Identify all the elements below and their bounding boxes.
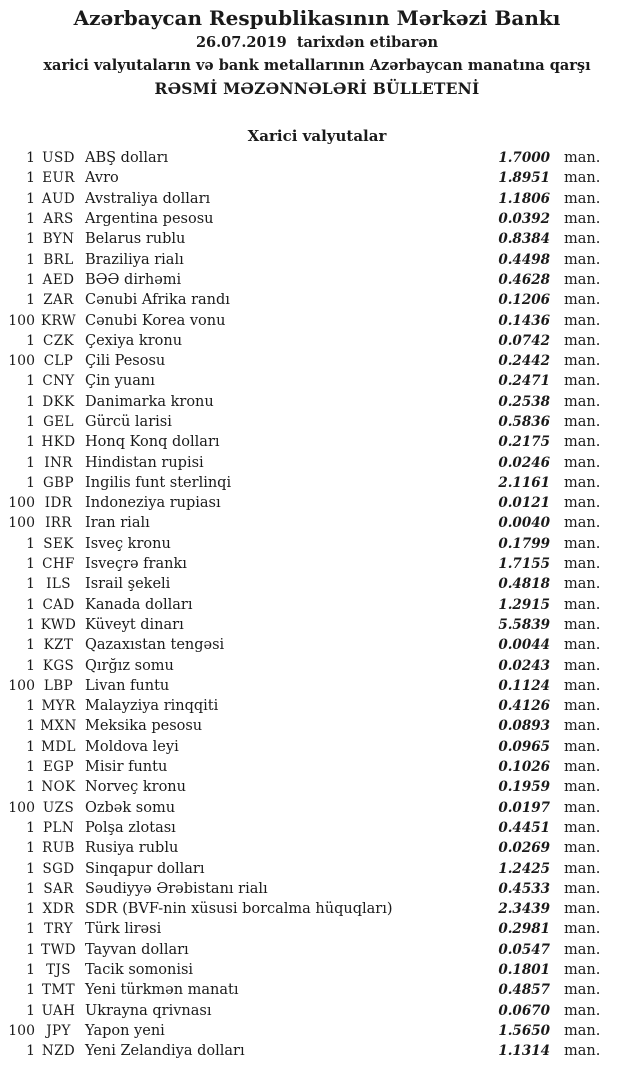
quantity-cell: 1 bbox=[26, 880, 35, 897]
currency-name-cell: Çexiya kronu bbox=[85, 332, 183, 349]
quantity-cell: 1 bbox=[26, 373, 35, 390]
table-row bbox=[0, 838, 620, 858]
quantity-cell: 1 bbox=[26, 414, 35, 430]
unit-cell: man. bbox=[564, 393, 601, 410]
table-row bbox=[0, 696, 620, 716]
rate-cell: 0.4818 bbox=[498, 576, 550, 593]
table-row bbox=[0, 879, 620, 899]
rate-cell: 0.1206 bbox=[498, 292, 550, 309]
unit-cell: man. bbox=[564, 576, 601, 593]
currency-name-cell: Avstraliya dolları bbox=[85, 190, 211, 207]
quantity-cell: 1 bbox=[26, 150, 35, 167]
currency-name-cell: Sinqapur dolları bbox=[85, 860, 205, 877]
rate-cell: 1.5650 bbox=[498, 1022, 550, 1039]
quantity-cell: 1 bbox=[26, 556, 35, 573]
table-row bbox=[0, 818, 620, 838]
currency-name-cell: Küveyt dinarı bbox=[85, 616, 184, 633]
table-row bbox=[0, 757, 620, 777]
table-row bbox=[0, 1021, 620, 1041]
rate-cell: 1.8951 bbox=[498, 170, 550, 187]
unit-cell: man. bbox=[564, 515, 601, 532]
rate-cell: 2.3439 bbox=[498, 901, 550, 918]
currency-name-cell: Danimarka kronu bbox=[85, 393, 214, 410]
currency-name-cell: Norveç kronu bbox=[85, 779, 186, 796]
currency-name-cell: Cənubi Korea vonu bbox=[85, 312, 226, 329]
currency-code-cell: AED bbox=[42, 271, 75, 288]
table-row bbox=[0, 980, 620, 1000]
rate-cell: 0.4126 bbox=[498, 698, 550, 715]
unit-cell: man. bbox=[564, 738, 601, 755]
table-row bbox=[0, 655, 620, 675]
unit-cell: man. bbox=[564, 190, 601, 207]
rate-cell: 0.4498 bbox=[498, 251, 550, 268]
unit-cell: man. bbox=[564, 657, 601, 674]
quantity-cell: 100 bbox=[8, 312, 35, 329]
table-row bbox=[0, 392, 620, 412]
rate-cell: 0.2175 bbox=[498, 434, 550, 451]
currency-name-cell: Hindistan rupisi bbox=[85, 454, 204, 471]
table-row bbox=[0, 858, 620, 878]
table-row bbox=[0, 737, 620, 757]
currency-name-cell: Yeni Zelandiya dolları bbox=[85, 1043, 245, 1060]
rate-cell: 0.1959 bbox=[498, 779, 550, 796]
unit-cell: man. bbox=[564, 231, 601, 248]
quantity-cell: 1 bbox=[26, 1002, 35, 1019]
currency-code-cell: KWD bbox=[40, 616, 77, 633]
currency-code-cell: UZS bbox=[42, 799, 75, 816]
unit-cell: man. bbox=[564, 779, 601, 796]
unit-cell: man. bbox=[564, 901, 601, 918]
currency-code-cell: TWD bbox=[41, 941, 76, 958]
currency-name-cell: Misir funtu bbox=[85, 759, 168, 776]
currency-name-cell: Moldova leyi bbox=[85, 738, 179, 755]
currency-name-cell: Səudiyyə Ərəbistanı rialı bbox=[85, 880, 268, 897]
currency-name-cell: Malayziya rinqqiti bbox=[85, 698, 219, 715]
currency-code-cell: UAH bbox=[41, 1002, 76, 1019]
rate-cell: 0.0547 bbox=[498, 941, 550, 958]
currency-name-cell: Qırğız somu bbox=[85, 657, 174, 674]
currency-code-cell: KRW bbox=[40, 312, 77, 329]
currency-name-cell: Avro bbox=[85, 170, 119, 187]
quantity-cell: 1 bbox=[26, 860, 35, 877]
unit-cell: man. bbox=[564, 292, 601, 309]
currency-name-cell: Gürcü larisi bbox=[85, 414, 172, 430]
rate-cell: 0.2981 bbox=[498, 921, 550, 938]
table-row bbox=[0, 452, 620, 472]
quantity-cell: 1 bbox=[26, 738, 35, 755]
quantity-cell: 100 bbox=[8, 677, 35, 694]
currency-name-cell: Cənubi Afrika randı bbox=[85, 292, 230, 309]
currency-code-cell: INR bbox=[44, 454, 73, 471]
quantity-cell: 1 bbox=[26, 921, 35, 938]
unit-cell: man. bbox=[564, 880, 601, 897]
quantity-cell: 100 bbox=[8, 495, 35, 512]
quantity-cell: 1 bbox=[26, 434, 35, 451]
currency-name-cell: Özbək somu bbox=[85, 799, 176, 816]
currency-code-cell: HKD bbox=[41, 434, 76, 451]
effective-date-line: 26.07.2019 tarixdən etibarən bbox=[195, 34, 439, 51]
rate-cell: 0.2538 bbox=[498, 393, 550, 410]
unit-cell: man. bbox=[564, 353, 601, 370]
currency-name-cell: Rusiya rublu bbox=[85, 840, 179, 857]
quantity-cell: 1 bbox=[26, 657, 35, 674]
currency-code-cell: JPY bbox=[46, 1022, 71, 1039]
currency-code-cell: BYN bbox=[42, 231, 75, 248]
currency-code-cell: BRL bbox=[43, 251, 74, 268]
rate-cell: 1.1314 bbox=[498, 1043, 550, 1060]
unit-cell: man. bbox=[564, 535, 601, 552]
currency-name-cell: Çili Pesosu bbox=[85, 353, 166, 370]
unit-cell: man. bbox=[564, 718, 601, 735]
bulletin-title: RƏSMİ MƏZƏNNƏLƏRİ BÜLLETENİ bbox=[154, 79, 480, 98]
table-row bbox=[0, 960, 620, 980]
currency-code-cell: TRY bbox=[44, 921, 73, 938]
rate-cell: 0.5836 bbox=[498, 414, 550, 430]
quantity-cell: 1 bbox=[26, 251, 35, 268]
currency-code-cell: TMT bbox=[41, 982, 76, 999]
unit-cell: man. bbox=[564, 211, 601, 228]
rate-cell: 0.4451 bbox=[498, 819, 550, 836]
quantity-cell: 1 bbox=[26, 698, 35, 715]
rate-cell: 2.1161 bbox=[498, 474, 550, 491]
table-row bbox=[0, 412, 620, 432]
rate-cell: 0.0742 bbox=[498, 332, 550, 349]
currency-code-cell: PLN bbox=[42, 819, 75, 836]
unit-cell: man. bbox=[564, 698, 601, 715]
currency-code-cell: CLP bbox=[43, 353, 74, 370]
rate-cell: 0.4533 bbox=[498, 880, 550, 897]
quantity-cell: 100 bbox=[8, 1022, 35, 1039]
currency-code-cell: IDR bbox=[44, 495, 73, 512]
currency-name-cell: İran rialı bbox=[85, 515, 150, 532]
table-row bbox=[0, 635, 620, 655]
table-row bbox=[0, 574, 620, 594]
table-row bbox=[0, 270, 620, 290]
quantity-cell: 1 bbox=[26, 901, 35, 918]
table-row bbox=[0, 189, 620, 209]
currency-name-cell: Livan funtu bbox=[85, 677, 170, 694]
unit-cell: man. bbox=[564, 434, 601, 451]
unit-cell: man. bbox=[564, 799, 601, 816]
unit-cell: man. bbox=[564, 616, 601, 633]
rate-cell: 0.0040 bbox=[498, 515, 550, 532]
rate-cell: 0.0965 bbox=[498, 738, 550, 755]
rate-cell: 0.0893 bbox=[498, 718, 550, 735]
quantity-cell: 1 bbox=[26, 596, 35, 613]
rate-cell: 0.2471 bbox=[498, 373, 550, 390]
unit-cell: man. bbox=[564, 474, 601, 491]
table-row bbox=[0, 554, 620, 574]
table-row bbox=[0, 534, 620, 554]
rate-cell: 0.0243 bbox=[498, 657, 550, 674]
currency-code-cell: USD bbox=[42, 150, 75, 167]
currency-name-cell: Honq Konq dolları bbox=[85, 434, 220, 451]
table-row bbox=[0, 615, 620, 635]
currency-name-cell: Belarus rublu bbox=[85, 231, 186, 248]
currency-name-cell: Çin yuanı bbox=[85, 373, 155, 390]
table-row bbox=[0, 513, 620, 533]
quantity-cell: 100 bbox=[8, 515, 35, 532]
currency-code-cell: SGD bbox=[42, 860, 75, 877]
quantity-cell: 1 bbox=[26, 779, 35, 796]
unit-cell: man. bbox=[564, 251, 601, 268]
currency-code-cell: TJS bbox=[46, 962, 71, 979]
currency-name-cell: Tayvan dolları bbox=[85, 941, 189, 958]
unit-cell: man. bbox=[564, 373, 601, 390]
rate-cell: 0.4628 bbox=[498, 271, 550, 288]
quantity-cell: 1 bbox=[26, 393, 35, 410]
table-row bbox=[0, 899, 620, 919]
quantity-cell: 1 bbox=[26, 616, 35, 633]
unit-cell: man. bbox=[564, 596, 601, 613]
table-row bbox=[0, 493, 620, 513]
unit-cell: man. bbox=[564, 454, 601, 471]
unit-cell: man. bbox=[564, 170, 601, 187]
rate-cell: 0.0269 bbox=[498, 840, 550, 857]
rate-cell: 1.1806 bbox=[498, 190, 550, 207]
currency-code-cell: GEL bbox=[43, 414, 74, 430]
unit-cell: man. bbox=[564, 982, 601, 999]
currency-code-cell: XDR bbox=[42, 901, 75, 918]
rate-cell: 1.2915 bbox=[498, 596, 550, 613]
currency-code-cell: IRR bbox=[45, 515, 72, 532]
unit-cell: man. bbox=[564, 414, 601, 430]
currency-code-cell: MYR bbox=[41, 698, 76, 715]
rate-cell: 0.0246 bbox=[498, 454, 550, 471]
quantity-cell: 1 bbox=[26, 576, 35, 593]
currency-code-cell: CHF bbox=[42, 556, 75, 573]
unit-cell: man. bbox=[564, 556, 601, 573]
table-row bbox=[0, 331, 620, 351]
unit-cell: man. bbox=[564, 150, 601, 167]
currency-name-cell: İsveçrə frankı bbox=[85, 556, 187, 573]
currency-code-cell: SAR bbox=[43, 880, 74, 897]
quantity-cell: 1 bbox=[26, 332, 35, 349]
quantity-cell: 1 bbox=[26, 941, 35, 958]
unit-cell: man. bbox=[564, 637, 601, 654]
unit-cell: man. bbox=[564, 941, 601, 958]
table-row bbox=[0, 168, 620, 188]
unit-cell: man. bbox=[564, 332, 601, 349]
table-row bbox=[0, 473, 620, 493]
table-row bbox=[0, 351, 620, 371]
table-row bbox=[0, 940, 620, 960]
unit-cell: man. bbox=[564, 495, 601, 512]
currency-code-cell: MDL bbox=[41, 738, 76, 755]
unit-cell: man. bbox=[564, 677, 601, 694]
quantity-cell: 1 bbox=[26, 637, 35, 654]
currency-name-cell: Ukrayna qrivnası bbox=[85, 1002, 212, 1019]
rate-cell: 0.1436 bbox=[498, 312, 550, 329]
currency-code-cell: NZD bbox=[41, 1043, 76, 1060]
currency-code-cell: KGS bbox=[42, 657, 75, 674]
currency-code-cell: ILS bbox=[46, 576, 71, 593]
unit-cell: man. bbox=[564, 819, 601, 836]
rate-cell: 5.5839 bbox=[498, 616, 550, 633]
currency-code-cell: AUD bbox=[41, 190, 76, 207]
currency-code-cell: ARS bbox=[43, 211, 74, 228]
unit-cell: man. bbox=[564, 759, 601, 776]
unit-cell: man. bbox=[564, 1022, 601, 1039]
rate-cell: 1.2425 bbox=[498, 860, 550, 877]
currency-code-cell: CZK bbox=[43, 332, 74, 349]
quantity-cell: 1 bbox=[26, 454, 35, 471]
currency-name-cell: SDR (BVF-nin xüsusi borcalma hüquqları) bbox=[85, 901, 393, 918]
quantity-cell: 1 bbox=[26, 759, 35, 776]
unit-cell: man. bbox=[564, 962, 601, 979]
table-row bbox=[0, 229, 620, 249]
quantity-cell: 1 bbox=[26, 982, 35, 999]
table-row bbox=[0, 595, 620, 615]
currency-code-cell: GBP bbox=[43, 474, 74, 491]
rate-cell: 0.0392 bbox=[498, 211, 550, 228]
currency-name-cell: İsrail şekeli bbox=[85, 576, 171, 593]
currency-code-cell: CNY bbox=[42, 373, 75, 390]
currency-code-cell: DKK bbox=[42, 393, 75, 410]
quantity-cell: 1 bbox=[26, 840, 35, 857]
quantity-cell: 1 bbox=[26, 1043, 35, 1060]
quantity-cell: 1 bbox=[26, 211, 35, 228]
rate-cell: 0.1124 bbox=[498, 677, 550, 694]
table-row bbox=[0, 249, 620, 269]
currency-name-cell: Argentina pesosu bbox=[85, 211, 214, 228]
currency-code-cell: SEK bbox=[43, 535, 74, 552]
table-row bbox=[0, 716, 620, 736]
unit-cell: man. bbox=[564, 1002, 601, 1019]
currency-code-cell: NOK bbox=[41, 779, 76, 796]
quantity-cell: 1 bbox=[26, 170, 35, 187]
quantity-cell: 1 bbox=[26, 292, 35, 309]
unit-cell: man. bbox=[564, 271, 601, 288]
rate-cell: 0.0121 bbox=[498, 495, 550, 512]
currency-name-cell: Kanada dolları bbox=[85, 596, 193, 613]
quantity-cell: 100 bbox=[8, 353, 35, 370]
currency-name-cell: İndoneziya rupiası bbox=[85, 495, 221, 512]
unit-cell: man. bbox=[564, 860, 601, 877]
rate-cell: 0.4857 bbox=[498, 982, 550, 999]
currency-code-cell: ZAR bbox=[43, 292, 74, 309]
unit-cell: man. bbox=[564, 312, 601, 329]
rate-cell: 0.0044 bbox=[498, 637, 550, 654]
currency-code-cell: LBP bbox=[43, 677, 74, 694]
rate-cell: 0.1801 bbox=[498, 962, 550, 979]
table-row bbox=[0, 148, 620, 168]
unit-cell: man. bbox=[564, 1043, 601, 1060]
quantity-cell: 1 bbox=[26, 271, 35, 288]
table-row bbox=[0, 290, 620, 310]
table-row bbox=[0, 432, 620, 452]
rate-cell: 1.7155 bbox=[498, 556, 550, 573]
currency-code-cell: EUR bbox=[42, 170, 75, 187]
subtitle-line: xarici valyutaların və bank metallarının Azərbaycan manatına qarşı bbox=[43, 57, 591, 74]
quantity-cell: 1 bbox=[26, 190, 35, 207]
currency-name-cell: Meksika pesosu bbox=[85, 718, 203, 735]
rate-cell: 0.1799 bbox=[498, 535, 550, 552]
bank-name: Azərbaycan Respublikasının Mərkəzi Bankı bbox=[73, 6, 561, 30]
table-row bbox=[0, 676, 620, 696]
currency-name-cell: Braziliya rialı bbox=[85, 251, 184, 268]
currency-code-cell: MXN bbox=[40, 718, 77, 735]
quantity-cell: 1 bbox=[26, 535, 35, 552]
currency-name-cell: İsveç kronu bbox=[85, 535, 171, 552]
unit-cell: man. bbox=[564, 921, 601, 938]
currency-name-cell: Qazaxıstan tengəsi bbox=[85, 637, 225, 654]
rate-cell: 0.1026 bbox=[498, 759, 550, 776]
quantity-cell: 1 bbox=[26, 474, 35, 491]
quantity-cell: 1 bbox=[26, 962, 35, 979]
quantity-cell: 1 bbox=[26, 231, 35, 248]
table-row bbox=[0, 310, 620, 330]
table-row bbox=[0, 919, 620, 939]
currency-name-cell: Polşa zlotası bbox=[85, 819, 176, 836]
currency-name-cell: Yapon yeni bbox=[85, 1022, 165, 1039]
section-title: Xarici valyutalar bbox=[247, 127, 387, 145]
rate-cell: 0.0670 bbox=[498, 1002, 550, 1019]
table-row bbox=[0, 371, 620, 391]
currency-code-cell: CAD bbox=[42, 596, 75, 613]
quantity-cell: 100 bbox=[8, 799, 35, 816]
unit-cell: man. bbox=[564, 840, 601, 857]
quantity-cell: 1 bbox=[26, 718, 35, 735]
rate-cell: 0.0197 bbox=[498, 799, 550, 816]
currency-name-cell: Türk lirəsi bbox=[85, 921, 162, 938]
table-row bbox=[0, 1041, 620, 1061]
rate-cell: 1.7000 bbox=[498, 150, 550, 167]
quantity-cell: 1 bbox=[26, 819, 35, 836]
currency-code-cell: RUB bbox=[42, 840, 75, 857]
table-row bbox=[0, 1000, 620, 1020]
currency-table bbox=[0, 148, 620, 1061]
currency-name-cell: İngilis funt sterlinqi bbox=[85, 474, 232, 491]
currency-name-cell: Tacik somonisi bbox=[85, 962, 194, 979]
table-row bbox=[0, 777, 620, 797]
table-row bbox=[0, 209, 620, 229]
currency-name-cell: ABŞ dolları bbox=[85, 150, 169, 167]
currency-name-cell: Yeni türkmən manatı bbox=[85, 982, 239, 999]
currency-code-cell: KZT bbox=[43, 637, 74, 654]
currency-code-cell: EGP bbox=[43, 759, 74, 776]
rate-cell: 0.2442 bbox=[498, 353, 550, 370]
currency-name-cell: BƏƏ dirhəmi bbox=[85, 271, 182, 288]
rate-cell: 0.8384 bbox=[498, 231, 550, 248]
table-row bbox=[0, 798, 620, 818]
